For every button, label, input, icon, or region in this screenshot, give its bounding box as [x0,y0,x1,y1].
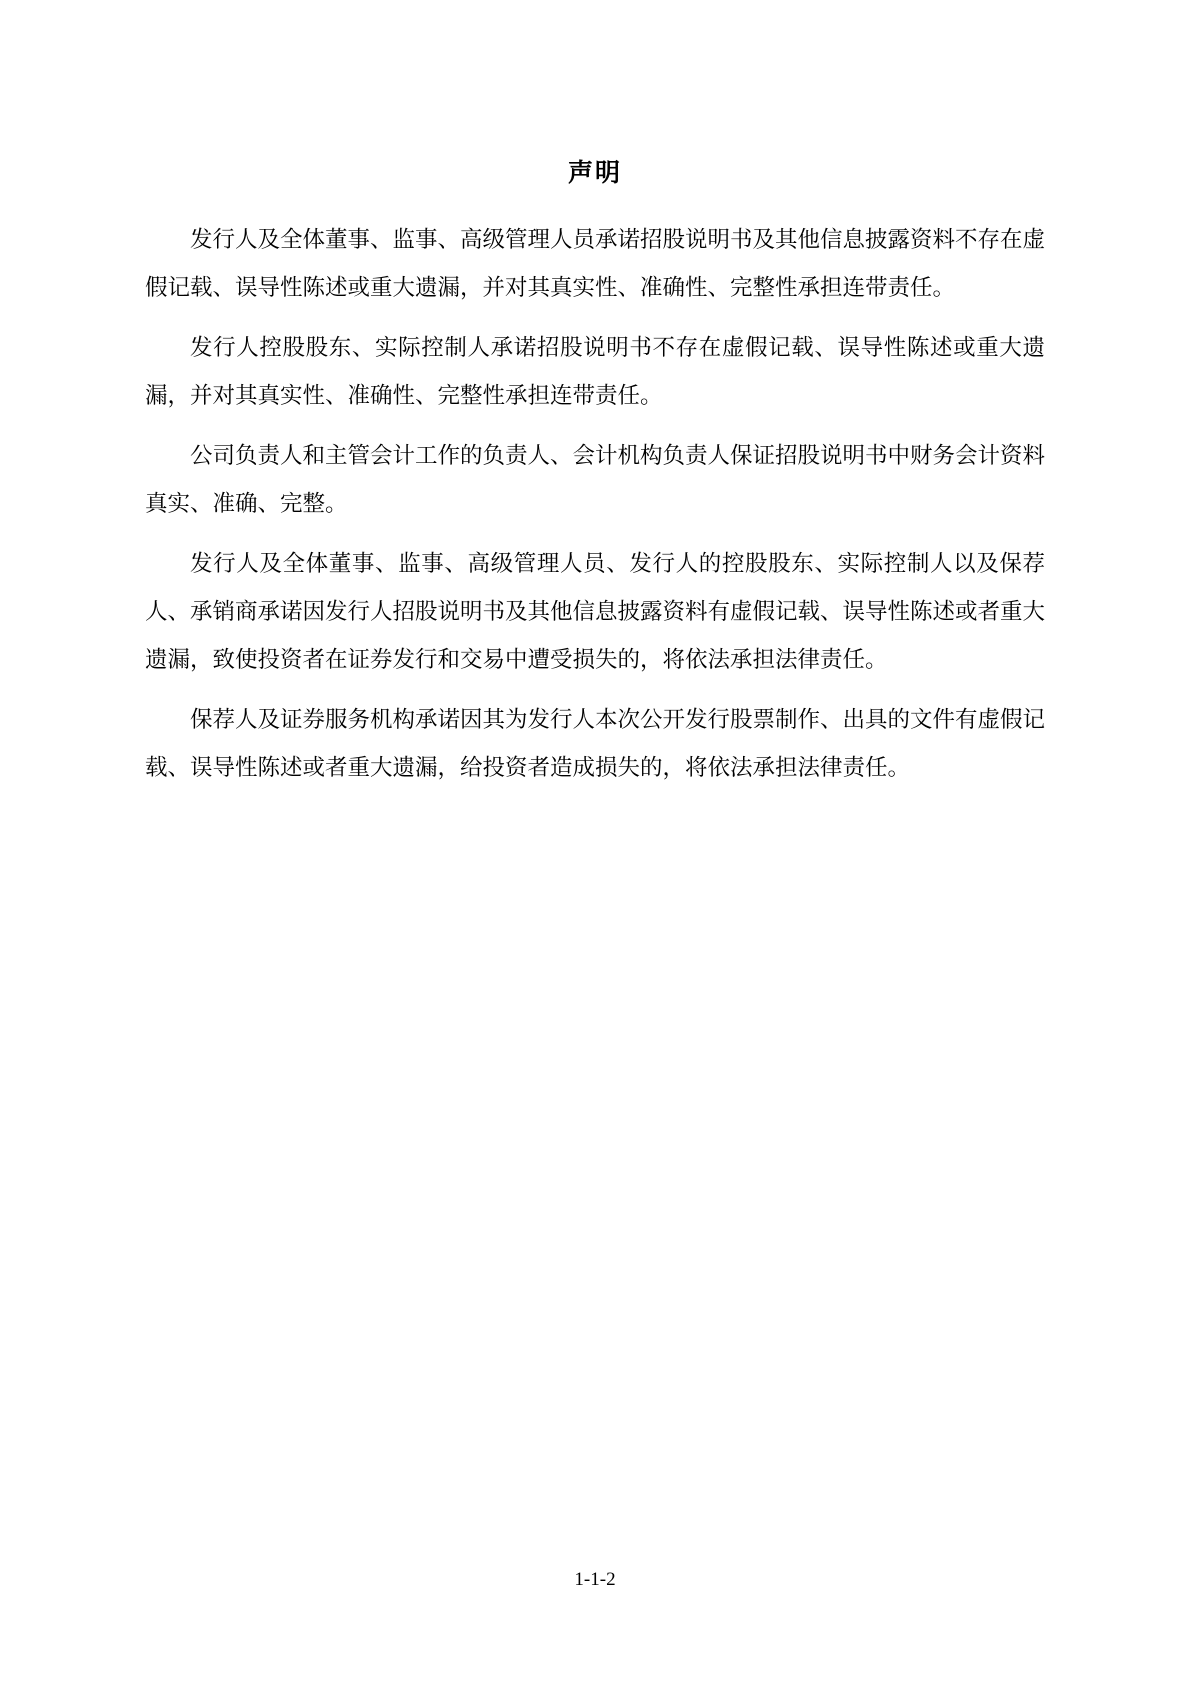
page-title: 声明 [567,158,622,187]
statement-body [145,216,1045,804]
paragraph-directors-commitment: 发行人及全体董事、监事、高级管理人员承诺招股说明书及其他信息披露资料不存在虚假记载、误导性陈述或重大遗漏，并对其真实性、准确性、完整性承担连带责任。 [145,227,1046,301]
paragraph-sponsor-commitment: 保荐人及证券服务机构承诺因其为发行人本次公开发行股票制作、出具的文件有虚假记载、误导性陈述或者重大遗漏，给投资者造成损失的，将依法承担法律责任。 [145,707,1046,781]
paragraph-liability-commitment: 发行人及全体董事、监事、高级管理人员、发行人的控股股东、实际控制人以及保荐人、承销商承诺因发行人招股说明书及其他信息披露资料有虚假记载、误导性陈述或者重大遗漏，致使投资者在证券发行和交易中遭受损失的，将依法承担法律责任。 [145,551,1046,673]
paragraph-financial-accuracy-guarantee: 公司负责人和主管会计工作的负责人、会计机构负责人保证招股说明书中财务会计资料真实、准确、完整。 [145,443,1046,517]
page-number: 1-1-2 [574,1569,616,1590]
paragraph-controlling-shareholder-commitment: 发行人控股股东、实际控制人承诺招股说明书不存在虚假记载、误导性陈述或重大遗漏，并对其真实性、准确性、完整性承担连带责任。 [145,335,1045,409]
